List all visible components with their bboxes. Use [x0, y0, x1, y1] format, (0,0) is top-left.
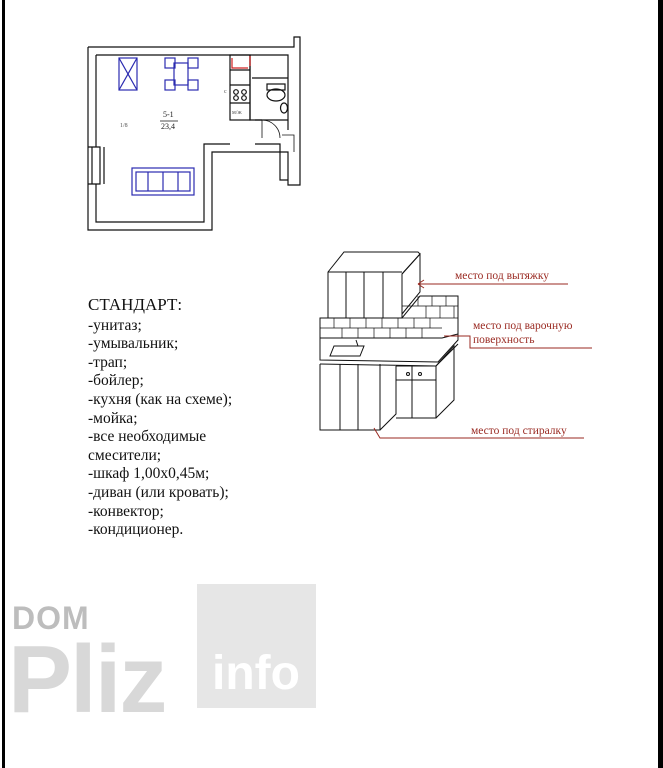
standard-item: -шкаф 1,00х0,45м;: [88, 465, 210, 483]
room-area-label: 23,4: [161, 122, 175, 131]
standard-item: -кондиционер.: [88, 521, 184, 539]
watermark-info: info: [212, 647, 300, 700]
note-hood: место под вытяжку: [455, 270, 550, 282]
standard-item: -мойка;: [88, 409, 138, 427]
standard-item: -все необходимые: [88, 428, 207, 446]
room-number-label: 5-1: [163, 110, 174, 119]
plan-kitchen-label: м/ж: [232, 110, 242, 116]
standard-item: -унитаз;: [88, 316, 142, 334]
standard-list: [88, 296, 232, 540]
standard-item: -трап;: [88, 353, 128, 371]
plan-left-label: 1/8: [120, 123, 128, 129]
standard-item: -конвектор;: [88, 502, 164, 520]
note-washer: место под стиралку: [471, 425, 567, 437]
standard-item: -диван (или кровать);: [88, 483, 229, 501]
standard-item: -бойлер;: [88, 372, 144, 390]
note-hob-line2: поверхность: [473, 334, 535, 346]
standard-item: -кухня (как на схеме);: [88, 390, 233, 408]
watermark-pliz: Pliz: [8, 626, 166, 733]
note-hob-line1: место под варочную: [473, 320, 573, 332]
standard-title: СТАНДАРТ:: [88, 295, 183, 314]
plan-c-label: с: [224, 89, 227, 95]
standard-item: смесители;: [88, 446, 162, 464]
standard-item: -умывальник;: [88, 335, 179, 353]
watermark-dom: DOM: [12, 600, 90, 636]
